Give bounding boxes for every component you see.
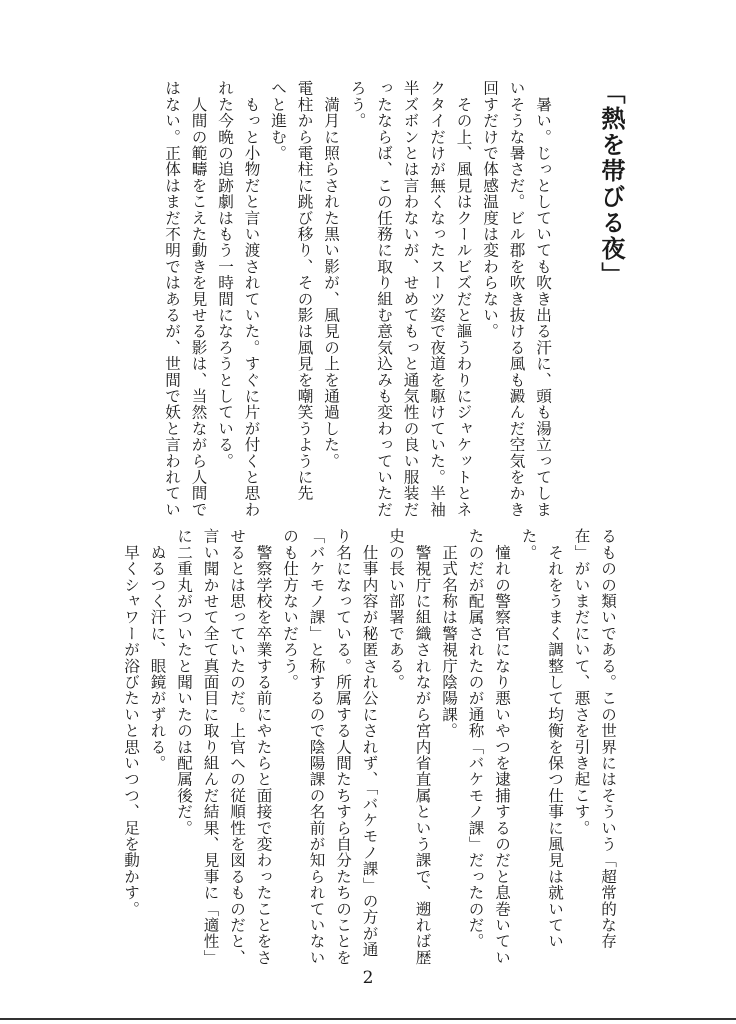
bottom-rule xyxy=(0,1018,736,1020)
page-number: 2 xyxy=(362,968,374,988)
chapter-title: 「熱を帯びる夜」 xyxy=(597,80,626,288)
text-block-lower: るものの類いである。この世界にはそういう「超常的な存 在」がいまだにいて、悪さを引き起こす。 それをうまく調整して均衡を保つ仕事に風見は就いてい た。 憧れの警察官になり悪いやつを逮捕するのだと息巻いてい たのだが配属されたのが通称「バケモノ課」だったのだ。 正式名称は警視庁陰陽課。 警視庁に組織されながら宮内省直属という課で、遡れば歴 史の長い部署である。 仕事内容が秘匿され公にされず、「バケモノ課」の方が通 り名になっている。所属する人間たちすら自分たちのことを 「バケモノ課」と称するので陰陽課の名前が知られていない のも仕方ないだろう。 警察学校を卒業する前にやたらと面接で変わったことをさ せるとは思っていたのだ。上官への従順性を図るものだと、 言い聞かせて全て真面目に取り組んだ結果、見事に「適性」 に二重丸がついたと聞いたのは配属後だ。 ぬるつく汗に、眼鏡がずれる。 早くシャワーが浴びたいと思いつつ、足を動かす。 xyxy=(122,528,617,966)
text-block-upper: 暑い。じっとしていても吹き出る汗に、頭も湯立ってしま いそうな暑さだ。ビル郡を吹き抜ける風も澱んだ空気をかき 回すだけで体感温度は変わらない。 その上、風見はクールビズだと謳うわりにジャケットとネ クタイだけが無くなったスーツ姿で夜道を駆けていた。半袖 半ズボンとは言わないが、せめてもっと通気性の良い服装だ ったならば、この任務に取り組む意気込みも変わっていただ ろう。 満月に照らされた黒い影が、風見の上を通過した。 電柱から電柱に跳び移り、その影は風見を嘲笑うように先 へと進む。 もっと小物だと言い渡されていた。すぐに片が付くと思わ れた今晩の追跡劇はもう一時間になろうとしている。 人間の範疇をこえた動きを見せる影は、当然ながら人間で はない。正体はまだ不明ではあるが、世間で妖と言われてい xyxy=(163,80,552,518)
